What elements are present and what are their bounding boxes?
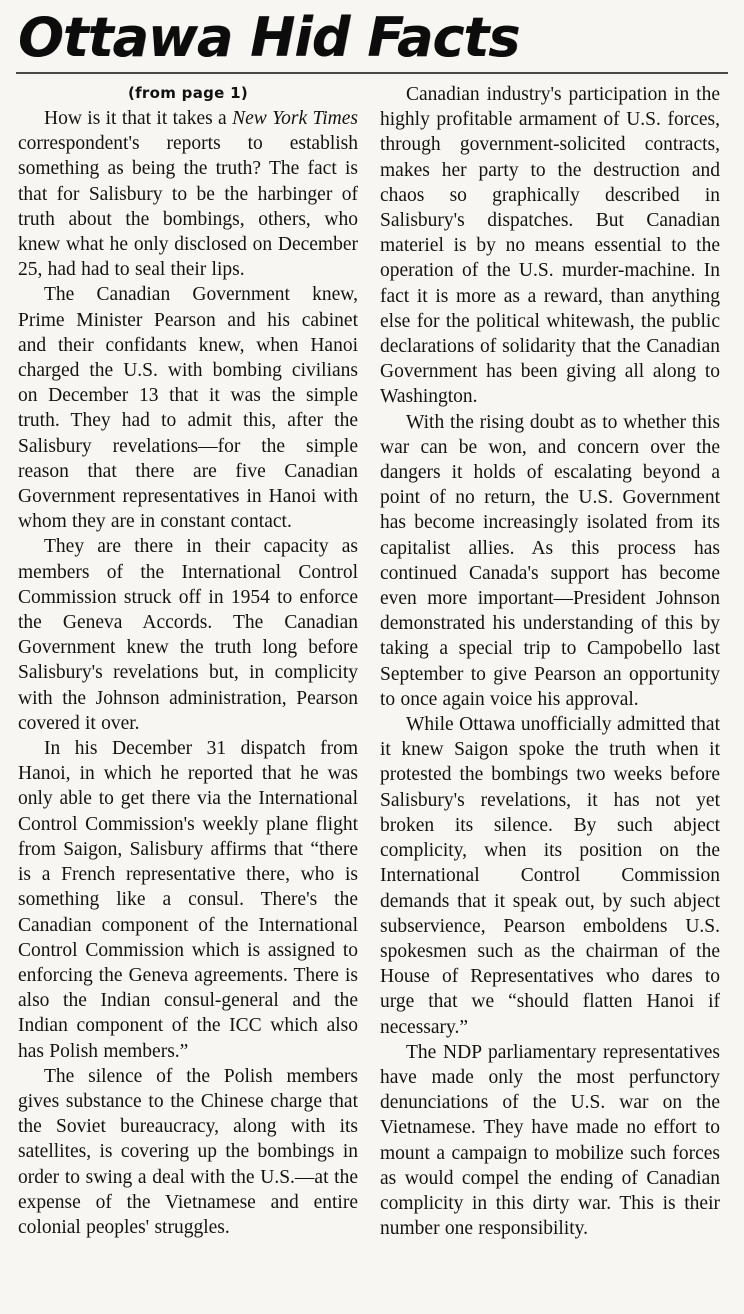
paragraph: In his December 31 dispatch from Hanoi, in which he reported that he was only able to get there via the International Control Commission's weekly plane flight from Saigon, Salisbury affirms that “there is a French representative there, who is something like a consul. There's the Canadian component of the International Control Commission which is assigned to enforcing the Geneva agreements. There is also the Indian consul-general and the Indian component of the ICC which also has Polish members.” <box>18 738 358 1062</box>
paragraph: They are there in their capacity as members of the International Control Commission struck off in 1954 to enforce the Geneva Accords. The Canadian Government knew the truth long before Salisbury's revelations but, in complicity with the Johnson administration, Pearson covered it over. <box>18 536 358 734</box>
column-left <box>18 82 358 1241</box>
paragraph: The silence of the Polish members gives substance to the Chinese charge that the Soviet bureaucracy, along with its satellites, is covering up the bombings in order to swing a deal with the U.S.—at the expense of the Vietnamese and entire colonial peoples' struggles. <box>18 1065 358 1238</box>
paragraph: The NDP parliamentary representatives have made only the most perfunctory denunciations of the U.S. war on the Vietnamese. They have made no effort to mount a campaign to mobilize such forces as would compel the ending of Canadian complicity in this dirty war. This is their number one responsibility. <box>380 1041 720 1240</box>
headline-rule <box>16 72 728 74</box>
paragraph: The Canadian Government knew, Prime Minister Pearson and his cabinet and their confidants knew, when Hanoi charged the U.S. with bombing civilians on December 13 that it was the simple truth. They had to admit this, after the Salisbury revelations—for the simple reason that there are five Canadian Government representatives in Hanoi with whom they are in constant contact. <box>18 284 358 533</box>
cited-publication: New York Times <box>232 108 359 129</box>
paragraph: How is it that it takes a New York Times correspondent's reports to establish something as being the truth? The fact is that for Salisbury to be the harbinger of truth about the bombings, others, who knew what he only disclosed on December 25, had had to seal their lips. <box>18 108 359 281</box>
paragraph: With the rising doubt as to whether this war can be won, and concern over the dangers it holds of escalating beyond a point of no return, the U.S. Government has become increasingly isolated from its capitalist allies. As this process has continued Canada's support has become even more important—President Johnson demonstrated his understanding of this by taking a special trip to Campobello last September to give Pearson an opportunity to once again voice his approval. <box>380 411 720 710</box>
article-columns <box>14 82 730 1241</box>
column-right <box>380 82 720 1241</box>
paragraph: Canadian industry's participation in the highly profitable armament of U.S. forces, through government-solicited contracts, makes her party to the destruction and chaos so graphically described in Salisbury's dispatches. But Canadian materiel is by no means essential to the operation of the U.S. murder-machine. In fact it is more as a reward, than anything else for the political whitewash, the public declarations of solidarity that the Canadian Government has been giving all along to Washington. <box>380 84 720 408</box>
page-title: Ottawa Hid Facts <box>18 6 520 69</box>
continuation-note: (from page 1) <box>127 84 249 102</box>
paragraph: While Ottawa unofficially admitted that it knew Saigon spoke the truth when it protested the bombings two weeks before Salisbury's revelations, it has not yet broken its silence. By such abject complicity, when its position on the International Control Commission demands that it speak out, by such abject subservience, Pearson emboldens U.S. spokesmen such as the chairman of the House of Representatives who dares to urge that we “should flatten Hanoi if necessary.” <box>380 714 720 1038</box>
